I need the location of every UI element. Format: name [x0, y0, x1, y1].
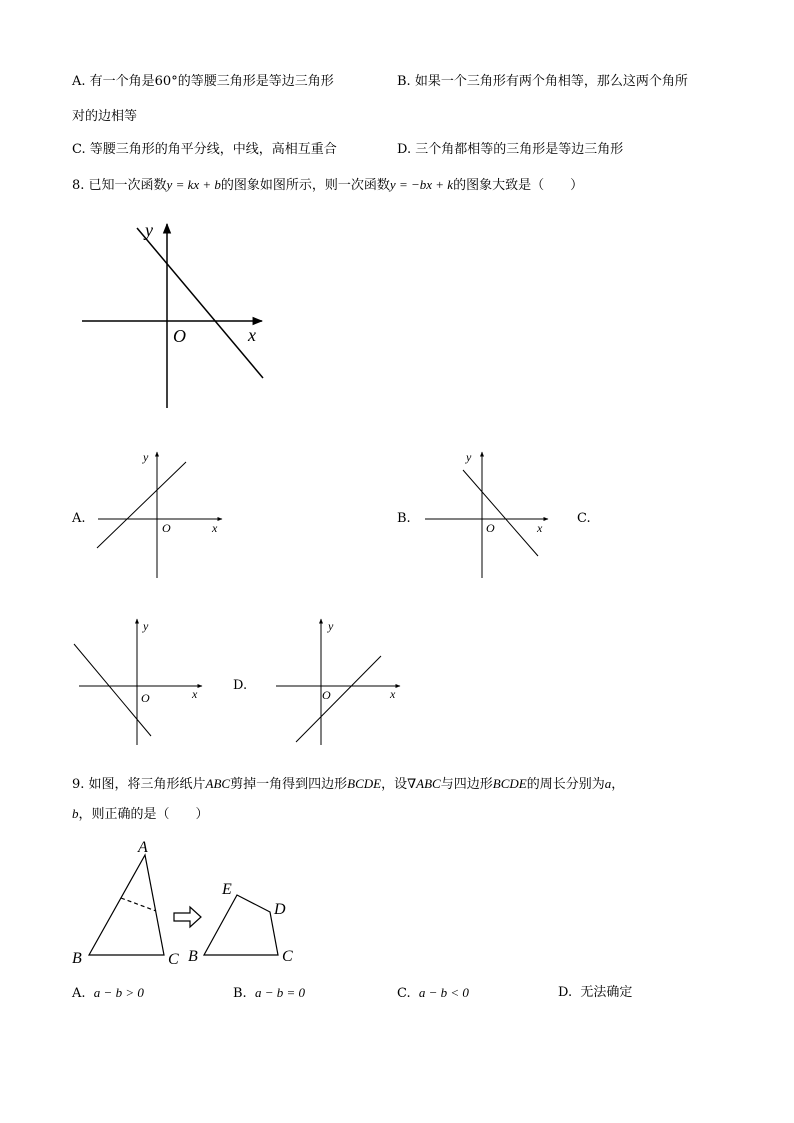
q8-option-d-graph — [276, 619, 400, 745]
q9-abc: ABC — [205, 776, 231, 791]
q9-option-a-expr: a − b > 0 — [93, 985, 144, 1000]
q9-option-b — [233, 984, 305, 1003]
q9-stem — [72, 775, 624, 794]
q8-option-c-graph — [74, 619, 202, 745]
q8-equation-given: y = kx + b — [166, 177, 221, 192]
q9-triangle-figure — [72, 839, 179, 968]
q9-option-d — [558, 984, 632, 1002]
q8-main-axes — [82, 224, 262, 408]
q9-option-b-expr: a − b = 0 — [254, 985, 305, 1000]
q8-option-b-y-label: y — [466, 450, 472, 464]
q9-var-b: b — [72, 806, 79, 821]
q8-option-a-x-label: x — [212, 521, 218, 535]
q9-var-a: a — [604, 776, 612, 791]
q8-option-b-line — [463, 470, 538, 556]
q9-stem-part5: 的周长分别为 — [526, 777, 605, 792]
q9-quadrilateral-figure — [188, 881, 293, 965]
q9-label-b: B — [72, 950, 82, 967]
q7-option-b: B. 如果一个三角形有两个角相等，那么这两个角所 — [397, 74, 688, 89]
q8-option-a-graph — [97, 450, 222, 578]
q9-quad-label-d: D — [274, 901, 286, 918]
q9-stem-part4: 与四边形 — [440, 777, 493, 792]
q9-stem-part6: ， — [611, 777, 625, 792]
q9-triangle-abc: ∇ABC — [407, 776, 441, 791]
q9-label-c: C — [168, 951, 179, 968]
q9-option-c-expr: a − b < 0 — [418, 985, 469, 1000]
q8-option-d-label: D. — [233, 678, 248, 693]
q8-option-c-label: C. — [577, 511, 591, 526]
q7-option-c: C. 等腰三角形的角平分线，中线，高相互重合 — [72, 142, 337, 157]
q9-option-d-label: D. — [558, 985, 573, 1000]
q8-stem-part2: 的图象如图所示，则一次函数 — [220, 178, 390, 193]
q9-stem-line2 — [72, 805, 209, 824]
q9-cut-line — [121, 898, 156, 911]
q9-bcde: BCDE — [347, 776, 382, 791]
q8-option-b-x-label: x — [537, 521, 543, 535]
q8-option-d-x-label: x — [390, 687, 396, 701]
q8-main-line — [137, 228, 263, 378]
q9-arrow-icon — [174, 907, 201, 927]
q9-stem-part7: ，则正确的是（ ） — [78, 807, 209, 822]
q8-option-a-origin: O — [162, 521, 171, 535]
q8-option-b-origin: O — [486, 521, 495, 535]
q8-option-d-y-label: y — [328, 619, 334, 633]
q9-quad-label-c: C — [282, 948, 293, 965]
q8-main-y-label: y — [145, 220, 153, 240]
q7-option-d: D. 三个角都相等的三角形是等边三角形 — [397, 142, 624, 157]
q8-option-a-label: A. — [72, 511, 86, 526]
q9-quad-label-e: E — [222, 881, 232, 898]
q9-quad-label-b: B — [188, 948, 198, 965]
q8-option-b-graph — [425, 450, 548, 578]
q8-main-x-label: x — [248, 325, 256, 345]
q9-label-a: A — [138, 839, 148, 856]
q8-option-c-origin: O — [141, 691, 150, 705]
q8-option-a-line — [97, 462, 186, 548]
q8-option-c-line — [74, 644, 151, 736]
q8-main-origin-label: O — [173, 326, 186, 346]
q8-option-d-origin: O — [322, 688, 331, 702]
q8-option-b-label: B. — [397, 511, 411, 526]
q8-option-a-y-label: y — [143, 450, 149, 464]
q7-option-b-continued: 对的边相等 — [72, 109, 138, 124]
q9-option-a-label: A. — [72, 986, 86, 1001]
q9-option-c — [397, 984, 469, 1003]
q8-option-d-line — [296, 656, 381, 742]
q8-option-c-x-label: x — [192, 687, 198, 701]
q9-option-c-label: C. — [397, 986, 411, 1001]
q9-stem-part2: 剪掉一角得到四边形 — [230, 777, 348, 792]
q9-option-d-text: 无法确定 — [580, 985, 633, 1000]
q9-option-a — [72, 984, 144, 1003]
q9-stem-part3: ，设 — [381, 777, 408, 792]
q9-option-b-label: B. — [233, 986, 247, 1001]
q9-bcde-2: BCDE — [492, 776, 527, 791]
q8-stem-part3: 的图象大致是（ ） — [453, 178, 584, 193]
q8-equation-target: y = −bx + k — [389, 177, 454, 192]
q7-option-a: A. 有一个角是60°的等腰三角形是等边三角形 — [72, 74, 334, 89]
q8-option-c-y-label: y — [143, 619, 149, 633]
q9-stem-part1: 9. 如图，将三角形纸片 — [72, 777, 206, 792]
q8-stem-part1: 8. 已知一次函数 — [72, 178, 167, 193]
